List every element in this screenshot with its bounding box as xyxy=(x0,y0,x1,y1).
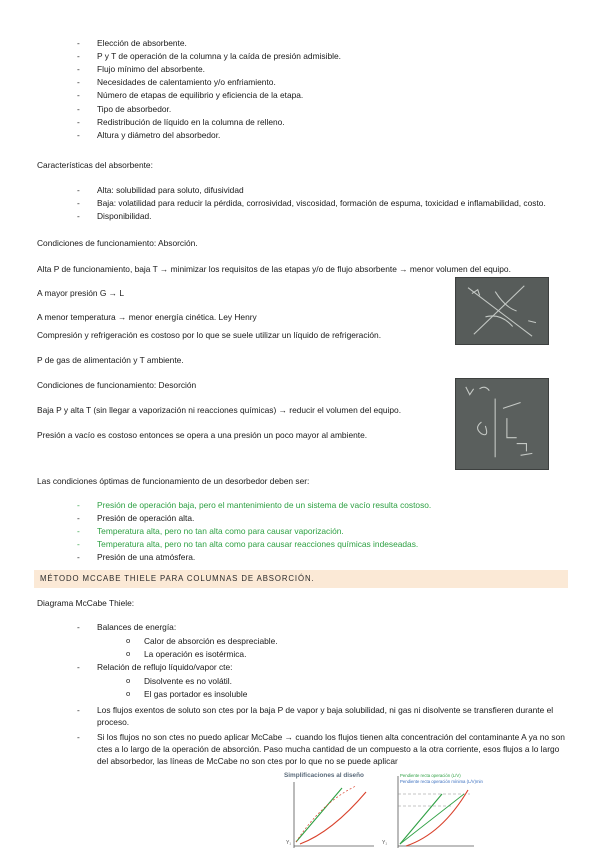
list-item: o Calor de absorción es despreciable. xyxy=(37,636,572,647)
list-item: - Presión de operación alta. xyxy=(37,513,572,524)
right-panel xyxy=(398,776,474,848)
list-item: - Temperatura alta, pero no tan alta como para causar vaporización. xyxy=(37,526,572,537)
list-item: - Altura y diámetro del absorbedor. xyxy=(37,130,572,141)
reflux-sublist xyxy=(37,676,572,702)
operating-line xyxy=(400,794,442,844)
figure-title: Simplificaciones al diseño xyxy=(284,772,364,779)
paragraph-menor-temperatura: A menor temperatura → menor energía cinética. Ley Henry xyxy=(37,312,257,322)
list-item: o El gas portador es insoluble xyxy=(37,689,572,700)
paragraph-compresion: Compresión y refrigeración es costoso por lo que se suele utilizar un líquido de refrigeración. xyxy=(37,330,382,340)
optimal-conditions-list xyxy=(37,500,572,566)
equilibrium-curve xyxy=(300,792,366,844)
paragraph-baja-p: Baja P y alta T (sin llegar a vaporización ni reacciones químicas) → reducir el volumen del equipo. xyxy=(37,405,402,415)
list-item: - Elección de absorbente. xyxy=(37,38,572,49)
absorbent-characteristics-list xyxy=(37,185,572,224)
blackboard-sketch-icon xyxy=(456,379,548,469)
list-item: - Presión de operación baja, pero el mantenimiento de un sistema de vacío resulta costoso. xyxy=(37,500,572,511)
section-heading-caracteristicas: Características del absorbente: xyxy=(37,160,153,170)
paragraph-condiciones-optimas: Las condiciones óptimas de funcionamiento de un desorbedor deben ser: xyxy=(37,476,310,486)
list-item: - Los flujos exentos de soluto son ctes por la baja P de vapor y baja solubilidad, ni gas ni disolvente se transfieren durante el proceso. xyxy=(37,704,572,728)
list-item: o Disolvente es no volátil. xyxy=(37,676,572,687)
list-item: o La operación es isotérmica. xyxy=(37,649,572,660)
blackboard-photo xyxy=(455,378,549,470)
section-heading-absorcion: Condiciones de funcionamiento: Absorción. xyxy=(37,238,198,248)
balances-sublist xyxy=(37,636,572,662)
list-item: - Disponibilidad. xyxy=(37,211,572,222)
list-item: - Relación de reflujo líquido/vapor cte: xyxy=(37,662,572,673)
list-item-label: Balances de energía: xyxy=(97,622,177,632)
left-panel xyxy=(294,782,374,848)
min-operating-line xyxy=(400,794,464,844)
section-banner xyxy=(34,570,568,588)
reflux-list xyxy=(37,662,572,675)
equilibrium-curve xyxy=(296,786,356,842)
list-item: - Temperatura alta, pero no tan alta como para causar reacciones químicas indeseadas. xyxy=(37,539,572,550)
section-heading-desorcion: Condiciones de funcionamiento: Desorción xyxy=(37,380,197,390)
list-item: - Necesidades de calentamiento y/o enfriamiento. xyxy=(37,77,572,88)
paragraph-alta-p: Alta P de funcionamiento, baja T → minimizar los requisitos de las etapas y/o de flujo absorbente → menor volumen del equipo. xyxy=(37,264,511,274)
list-item: - Presión de una atmósfera. xyxy=(37,552,572,563)
list-item: - Baja: volatilidad para reducir la pérdida, corrosividad, viscosidad, formación de espuma, toxicidad e inflamabilidad, costo. xyxy=(37,198,572,209)
figure-axis-label: Y₁ xyxy=(382,840,388,846)
list-item: - Flujo mínimo del absorbente. xyxy=(37,64,572,75)
list-item: - P y T de operación de la columna y la caída de presión admisible. xyxy=(37,51,572,62)
list-item: - Si los flujos no son ctes no puedo aplicar McCabe → cuando los flujos tienen alta concentración del contaminante A ya no son ctes a lo largo de la operación de absorción. Paso mucha cantidad de un compuesto a la otra corriente, esos flujos a lo largo del absorbedor, las líneas de McCabe no son ctes por lo que no se puede aplicar xyxy=(37,731,572,768)
blackboard-sketch-icon xyxy=(456,278,548,344)
list-item: - Redistribución de líquido en la columna de relleno. xyxy=(37,117,572,128)
mccabe-figure xyxy=(282,772,483,848)
banner-title: MÉTODO MCCABE THIELE PARA COLUMNAS DE ABSORCIÓN. xyxy=(40,574,315,583)
list-item xyxy=(37,622,572,633)
figure-axis-label: Y₁ xyxy=(286,840,292,846)
flows-list xyxy=(37,704,572,769)
paragraph-p-gas: P de gas de alimentación y T ambiente. xyxy=(37,355,184,365)
section-heading-diagrama: Diagrama McCabe Thiele: xyxy=(37,598,135,608)
blackboard-photo xyxy=(455,277,549,345)
mccabe-assumptions-list xyxy=(37,622,572,635)
paragraph-mayor-presion: A mayor presión G → L xyxy=(37,288,125,298)
list-item: - Alta: solubilidad para soluto, difusividad xyxy=(37,185,572,196)
figure-label-operation: Pendiente recta operación (L/V) xyxy=(400,773,461,778)
list-item: - Número de etapas de equilibrio y eficiencia de la etapa. xyxy=(37,90,572,101)
figure-label-min-operation: Pendiente recta operación mínima (L/V)min xyxy=(400,779,483,784)
design-factors-list xyxy=(37,38,572,143)
paragraph-vacio: Presión a vacío es costoso entonces se opera a una presión un poco mayor al ambiente. xyxy=(37,430,368,440)
list-item: - Tipo de absorbedor. xyxy=(37,104,572,115)
